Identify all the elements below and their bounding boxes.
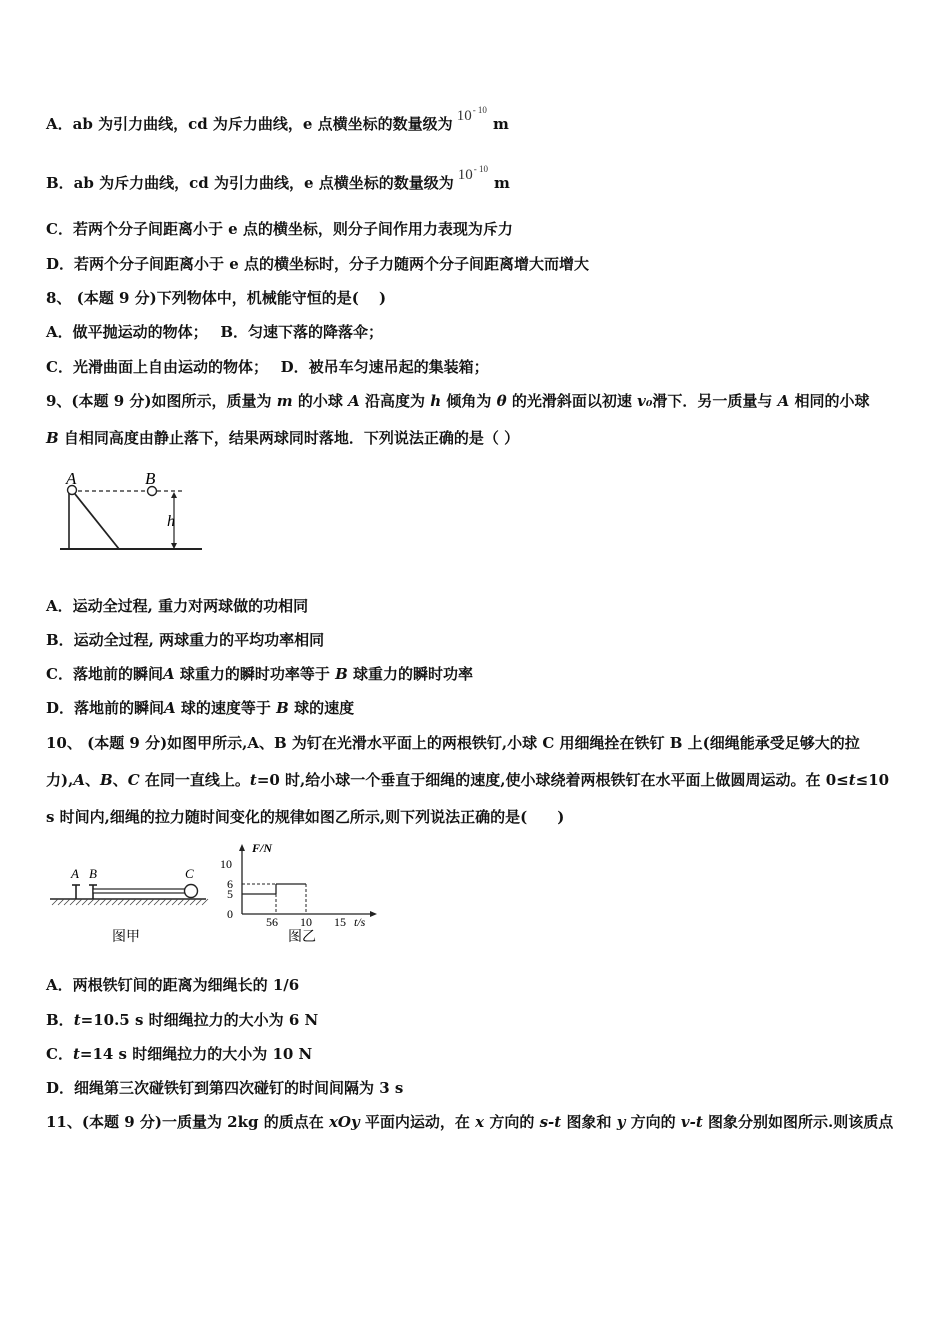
q7-option-c: C．若两个分子间距离小于 e 点的横坐标，则分子间作用力表现为斥力 (46, 220, 513, 238)
q7-option-a (46, 105, 910, 136)
q10-figure-b-graph (212, 838, 382, 948)
q7-option-b-power: $10^{- 10}$ (457, 164, 488, 183)
label-h: h (167, 513, 175, 530)
q9-option-a: A．运动全过程, 重力对两球做的功相同 (46, 597, 309, 615)
q8-stem: 8、 (本题 9 分)下列物体中，机械能守恒的是( ) (46, 289, 387, 307)
caption-jia: 图甲 (112, 929, 140, 945)
q10-option-a: A．两根铁钉间的距离为细绳长的 1/6 (46, 976, 300, 994)
q10-stem-line1: 10、 (本题 9 分)如图甲所示,A、B 为钉在光滑水平面上的两根铁钉,小球 C 用细绳拴在铁钉 B 上(细绳能承受足够大的拉 (46, 734, 860, 752)
q8-options-ab: A．做平抛运动的物体； B．匀速下落的降落伞； (46, 323, 384, 341)
q10-option-c: C．t=14 s 时细绳拉力的大小为 10 N (46, 1045, 313, 1063)
x-tick-15: 15 (334, 915, 346, 929)
incline-slope (71, 489, 119, 549)
q9-stem-line1: 9、(本题 9 分)如图所示，质量为 m 的小球 A 沿高度为 h 倾角为 θ 的光滑斜面以初速 v₀滑下．另一质量与 A 相同的小球 (46, 392, 870, 410)
q7-option-b-unit: m (493, 174, 510, 192)
q9-incline-figure (56, 470, 208, 556)
label-b: B (89, 866, 97, 881)
y-label: F/N (252, 841, 273, 855)
q7-option-a-text: A．ab 为引力曲线，cd 为斥力曲线，e 点横坐标的数量级为 (46, 115, 453, 133)
x-tick-10: 10 (300, 915, 312, 929)
q8-options-cd: C．光滑曲面上自由运动的物体； D．被吊车匀速吊起的集装箱； (46, 358, 489, 376)
string (93, 889, 185, 893)
y-tick-0: 0 (227, 907, 233, 921)
floor-hatch (52, 899, 208, 905)
q9-option-d: D．落地前的瞬间A 球的速度等于 B 球的速度 (46, 699, 355, 717)
x-label: t/s (354, 915, 366, 929)
ball-c (185, 885, 198, 898)
caption-yi: 图乙 (288, 929, 316, 945)
label-c: C (185, 866, 194, 881)
q10-option-b: B．t=10.5 s 时细绳拉力的大小为 6 N (46, 1011, 319, 1029)
label-b: B (145, 470, 156, 488)
label-a: A (71, 866, 79, 881)
label-a: A (66, 470, 77, 488)
x-tick-56: 56 (266, 915, 278, 929)
q10-stem-line2: 力),A、B、C 在同一直线上。t=0 时,给小球一个垂直于细绳的速度,使小球绕着两根铁钉在水平面上做圆周运动。在 0≤t≤10 (46, 771, 890, 789)
q7-option-a-power: $10^{- 10}$ (456, 105, 487, 124)
q7-option-a-unit: m (492, 115, 509, 133)
y-tick-5: 5 (227, 887, 233, 901)
y-tick-10: 10 (220, 857, 232, 871)
q11-stem: 11、(本题 9 分)一质量为 2kg 的质点在 xOy 平面内运动，在 x 方向的 s-t 图象和 y 方向的 v-t 图象分别如图所示.则该质点 (46, 1113, 894, 1131)
y-tick-6: 6 (227, 877, 233, 891)
q9-option-c: C．落地前的瞬间A 球重力的瞬时功率等于 B 球重力的瞬时功率 (46, 665, 474, 683)
q9-option-b: B．运动全过程, 两球重力的平均功率相同 (46, 631, 325, 649)
q10-stem-line3: s 时间内,细绳的拉力随时间变化的规律如图乙所示,则下列说法正确的是( ) (46, 808, 565, 826)
q9-stem-line2: B 自相同高度由静止落下，结果两球同时落地．下列说法正确的是（ ） (46, 429, 520, 447)
q10-figure-a (48, 860, 210, 946)
q7-option-d: D．若两个分子间距离小于 e 点的横坐标时，分子力随两个分子间距离增大而增大 (46, 255, 589, 273)
q10-option-d: D．细绳第三次碰铁钉到第四次碰钉的时间间隔为 3 s (46, 1079, 404, 1097)
q7-option-b (46, 164, 910, 195)
q7-option-b-text: B．ab 为斥力曲线，cd 为引力曲线，e 点横坐标的数量级为 (46, 174, 454, 192)
